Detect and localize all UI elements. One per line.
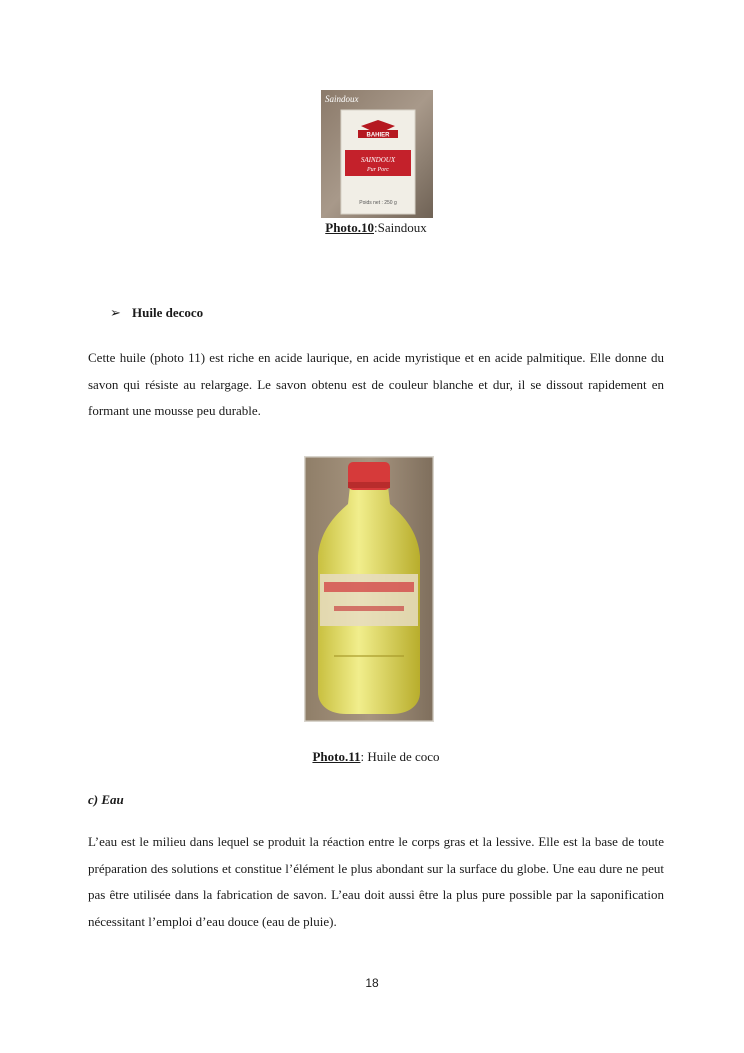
photo11-caption [0,749,744,765]
brand-text: BAHIER [366,132,390,139]
saindoux-photo-drawing [321,90,433,218]
page-number: 18 [365,976,379,990]
product-text: SAINDOUX [360,156,396,164]
photo10-caption [0,220,744,236]
water-paragraph: L’eau est le milieu dans lequel se produit la réaction entre le corps gras et la lessive. Elle est la base de toute préparation des solutions et constitue l’élément le plus abondant sur la surface du globe. Une eau dure ne peut pas être utilisée dans la fabrication de savon. L’eau doit aussi être la plus pure possible par la saponification nécessitant l’emploi d’eau douce (eau de pluie). [88,834,664,929]
product-sub-text: Pur Porc [367,167,389,173]
photo-label-text: Saindoux [325,94,359,104]
weight-text: Poids net : 250 g [359,200,397,206]
coconut-oil-paragraph: Cette huile (photo 11) est riche en acide laurique, en acide myristique et en acide palmitique. Elle donne du savon qui résiste au relargage. Le savon obtenu est de couleur blanche et dur, il se dissout rapidement en formant une mousse peu durable. [88,350,664,418]
photo10-caption-ref: Photo.10 [325,220,374,235]
bottle-drawing [304,456,434,722]
saindoux-photo [321,90,433,218]
photo11-caption-ref: Photo.11 [312,749,361,764]
bullet-heading [110,305,203,321]
photo11-caption-text: : Huile de coco [360,749,440,764]
section-heading-eau: c) Eau [88,792,124,807]
coconut-oil-bottle-photo [304,456,434,722]
arrow-bullet-icon: ➢ [110,305,121,320]
bullet-heading-text: Huile decoco [132,305,204,320]
photo10-caption-text: :Saindoux [374,220,427,235]
